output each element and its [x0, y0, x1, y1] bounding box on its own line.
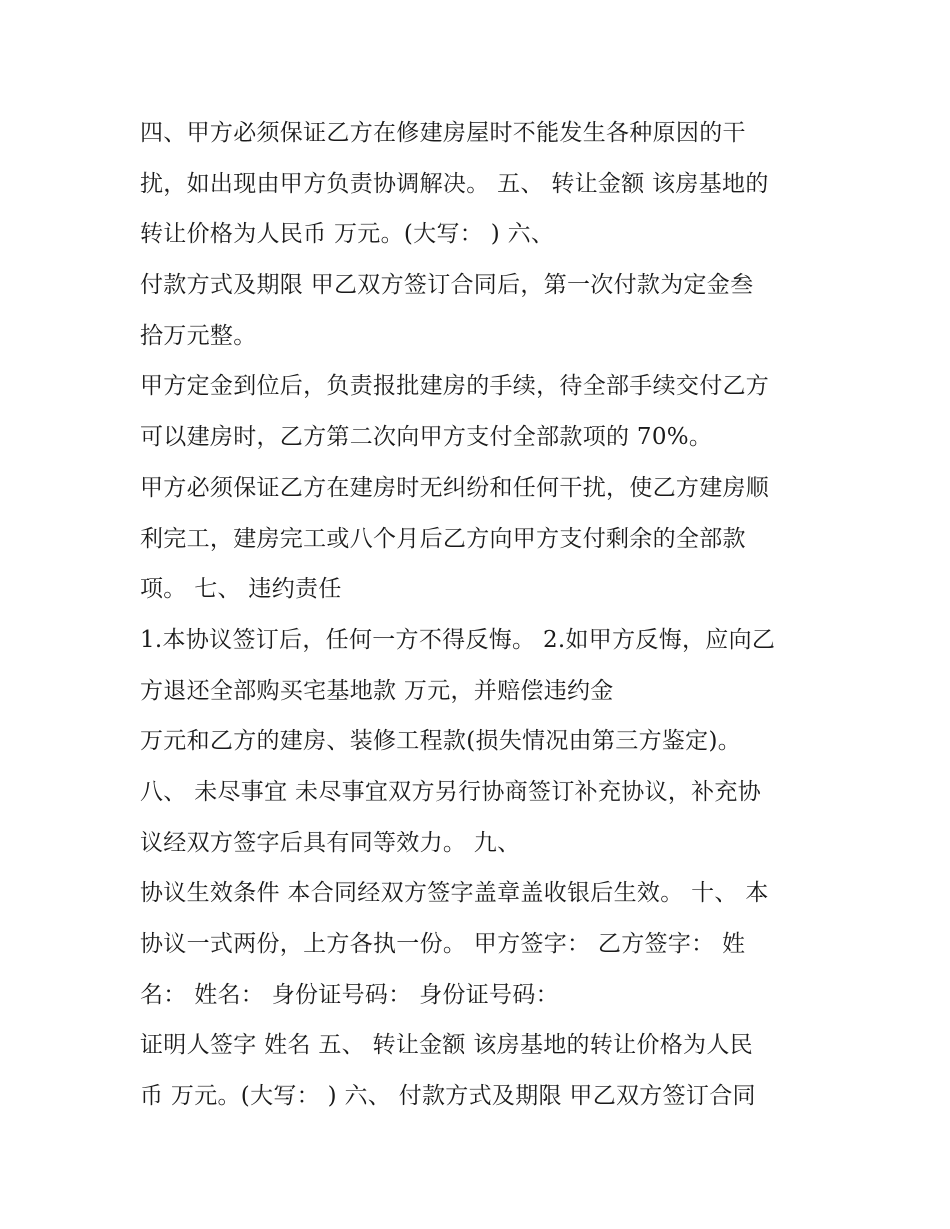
- text-line: 名： 姓名： 身份证号码： 身份证号码：: [140, 981, 559, 1008]
- text-line: 甲方定金到位后，负责报批建房的手续，待全部手续交付乙方: [140, 373, 770, 400]
- text-line: 付款方式及期限 甲乙双方签订合同后，第一次付款为定金叁: [140, 272, 754, 299]
- text-line: 协议生效条件 本合同经双方签字盖章盖收银后生效。 十、 本: [140, 880, 769, 907]
- text-line: 1.本协议签订后，任何一方不得反悔。 2.如甲方反悔，应向乙: [140, 626, 776, 653]
- text-line: 利完工，建房完工或八个月后乙方向甲方支付剩余的全部款: [140, 525, 746, 552]
- text-line: 转让价格为人民币 万元。(大写： ) 六、: [140, 221, 555, 248]
- text-line: 议经双方签字后具有同等效力。 九、: [140, 829, 521, 856]
- text-line: 万元和乙方的建房、装修工程款(损失情况由第三方鉴定)。: [140, 728, 742, 755]
- text-line: 方退还全部购买宅基地款 万元，并赔偿违约金: [140, 677, 614, 704]
- text-line: 拾万元整。: [140, 322, 257, 349]
- text-line: 项。 七、 违约责任: [140, 576, 342, 603]
- contract-body: [140, 108, 830, 1122]
- text-line: 扰，如出现由甲方负责协调解决。 五、 转让金额 该房基地的: [140, 170, 769, 197]
- text-line: 证明人签字 姓名 五、 转让金额 该房基地的转让价格为人民: [140, 1032, 753, 1059]
- text-line: 协议一式两份，上方各执一份。 甲方签字： 乙方签字： 姓: [140, 931, 746, 957]
- text-line: 四、甲方必须保证乙方在修建房屋时不能发生各种原因的干: [140, 120, 746, 146]
- text-line: 八、 未尽事宜 未尽事宜双方另行协商签订补充协议，补充协: [140, 778, 762, 805]
- text-line: 币 万元。(大写： ) 六、 付款方式及期限 甲乙双方签订合同: [140, 1083, 756, 1110]
- text-line: 可以建房时，乙方第二次向甲方支付全部款项的 70%。: [140, 424, 713, 451]
- text-line: 甲方必须保证乙方在建房时无纠纷和任何干扰，使乙方建房顺: [140, 474, 770, 501]
